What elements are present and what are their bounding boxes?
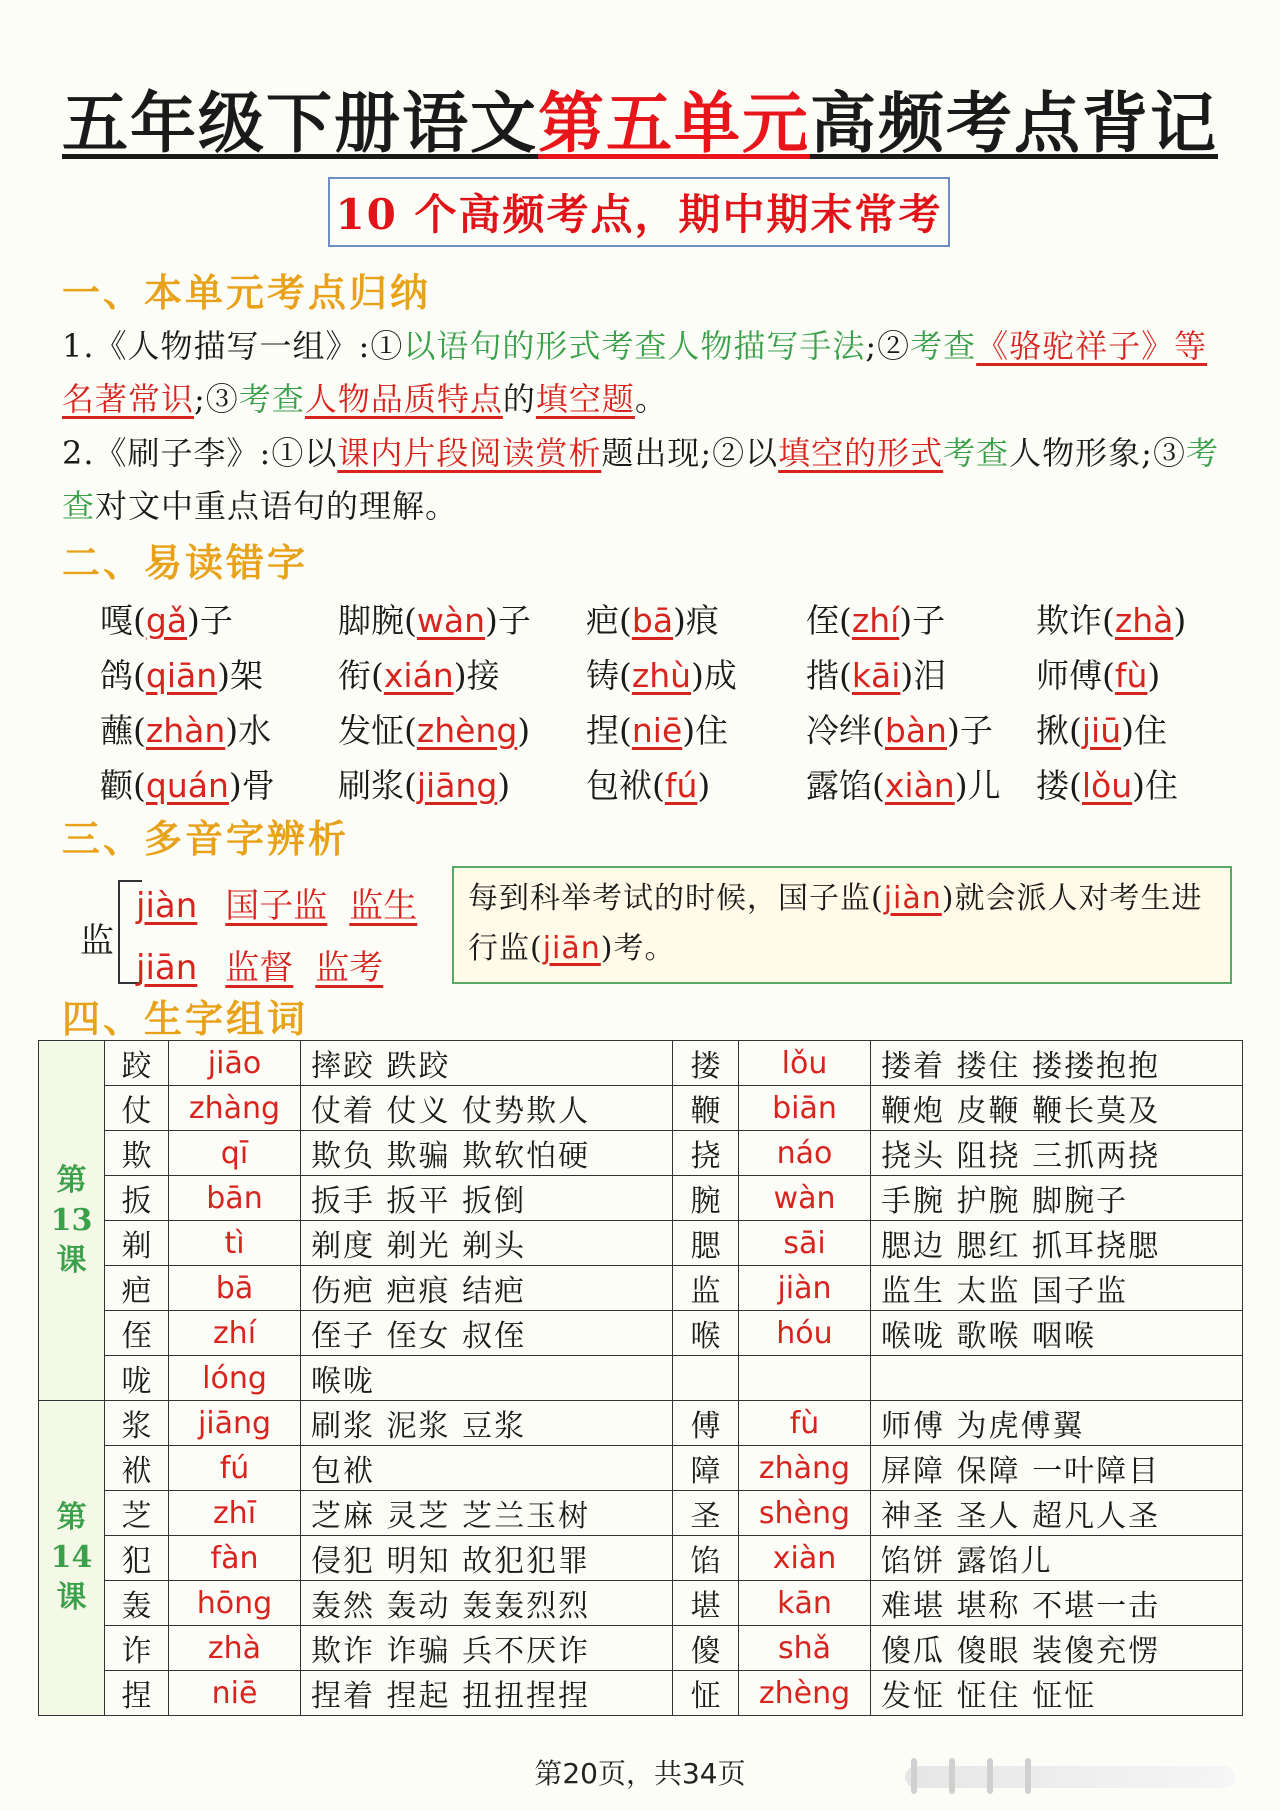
- misread-item: 衔(xián)接: [338, 656, 500, 695]
- char-cell: 怔: [673, 1671, 739, 1716]
- subtitle: 10 个高频考点，期中期末常考: [335, 190, 943, 239]
- words-cell: 师傅 为虎傅翼: [871, 1401, 1243, 1446]
- table-row: [39, 1221, 1243, 1266]
- words-cell: 难堪 堪称 不堪一击: [871, 1581, 1243, 1626]
- words-cell: 傻瓜 傻眼 装傻充愣: [871, 1626, 1243, 1671]
- pinyin-cell: bā: [169, 1266, 301, 1311]
- pinyin-cell: zhèng: [739, 1671, 871, 1716]
- pinyin-cell: sāi: [739, 1221, 871, 1266]
- char-cell: 剃: [105, 1221, 169, 1266]
- table-row: [39, 1626, 1243, 1671]
- word-table: [38, 1040, 1243, 1716]
- char-cell: 侄: [105, 1311, 169, 1356]
- section-4-heading: 四、生字组词: [62, 996, 309, 1041]
- misread-item: 露馅(xiàn)儿: [806, 766, 1001, 805]
- pinyin-cell: tì: [169, 1221, 301, 1266]
- pinyin-cell: fàn: [169, 1536, 301, 1581]
- pinyin-cell: zhí: [169, 1311, 301, 1356]
- table-row: [39, 1536, 1243, 1581]
- pinyin-cell: zhàng: [169, 1086, 301, 1131]
- misread-item: 揩(kāi)泪: [806, 656, 947, 695]
- pinyin-cell: jiāng: [169, 1401, 301, 1446]
- page-title: [0, 70, 1280, 165]
- polyphone-char: 监: [80, 921, 114, 961]
- char-cell: 挠: [673, 1131, 739, 1176]
- pinyin-cell: zhà: [169, 1626, 301, 1671]
- misread-item: 疤(bā)痕: [586, 601, 719, 640]
- section-3-heading: 三、多音字辨析: [62, 816, 350, 861]
- misread-item: 冷绊(bàn)子: [806, 711, 993, 750]
- polyphone-line-2: jiān 监督 监考: [136, 948, 384, 988]
- char-cell: 监: [673, 1266, 739, 1311]
- char-cell: 扳: [105, 1176, 169, 1221]
- char-cell: 咙: [105, 1356, 169, 1401]
- pinyin-cell: niē: [169, 1671, 301, 1716]
- char-cell: 搂: [673, 1041, 739, 1086]
- table-row: [39, 1401, 1243, 1446]
- watermark-bar: [905, 1766, 1235, 1788]
- char-cell: 捏: [105, 1671, 169, 1716]
- words-cell: 刷浆 泥浆 豆浆: [301, 1401, 673, 1446]
- words-cell: 包袱: [301, 1446, 673, 1491]
- misread-item: 师傅(fù): [1036, 656, 1161, 695]
- title-part-1: 五年级下册语文: [62, 85, 538, 162]
- pinyin-cell: [739, 1356, 871, 1401]
- words-cell: 侄子 侄女 叔侄: [301, 1311, 673, 1356]
- subtitle-box: [328, 177, 950, 247]
- words-cell: 芝麻 灵芝 芝兰玉树: [301, 1491, 673, 1536]
- words-cell: 鞭炮 皮鞭 鞭长莫及: [871, 1086, 1243, 1131]
- misread-item: 颧(quán)骨: [100, 766, 275, 805]
- char-cell: 馅: [673, 1536, 739, 1581]
- lesson-label: 第 13 课: [39, 1041, 105, 1401]
- pinyin-cell: shǎ: [739, 1626, 871, 1671]
- pinyin-cell: shèng: [739, 1491, 871, 1536]
- words-cell: 仗着 仗义 仗势欺人: [301, 1086, 673, 1131]
- words-cell: 腮边 腮红 抓耳挠腮: [871, 1221, 1243, 1266]
- words-cell: 侵犯 明知 故犯犯罪: [301, 1536, 673, 1581]
- char-cell: 腕: [673, 1176, 739, 1221]
- pinyin-cell: fù: [739, 1401, 871, 1446]
- words-cell: 喉咙 歌喉 咽喉: [871, 1311, 1243, 1356]
- table-row: [39, 1671, 1243, 1716]
- table-row: [39, 1581, 1243, 1626]
- char-cell: 障: [673, 1446, 739, 1491]
- words-cell: 欺诈 诈骗 兵不厌诈: [301, 1626, 673, 1671]
- table-row: [39, 1266, 1243, 1311]
- words-cell: 神圣 圣人 超凡人圣: [871, 1491, 1243, 1536]
- pinyin-cell: lóng: [169, 1356, 301, 1401]
- point-1: 1.《人物描写一组》:①以语句的形式考查人物描写手法;②考查《骆驼祥子》等名著常识;③考查人物品质特点的填空题。: [62, 327, 1208, 418]
- pinyin-cell: jiàn: [739, 1266, 871, 1311]
- misread-item: 脚腕(wàn)子: [338, 601, 531, 640]
- section-1-heading: 一、本单元考点归纳: [62, 270, 432, 315]
- pinyin-cell: zhī: [169, 1491, 301, 1536]
- table-row: [39, 1311, 1243, 1356]
- misread-item: 蘸(zhàn)水: [100, 711, 272, 750]
- lesson-label: 第 14 课: [39, 1401, 105, 1716]
- words-cell: 屏障 保障 一叶障目: [871, 1446, 1243, 1491]
- words-cell: [871, 1356, 1243, 1401]
- words-cell: 馅饼 露馅儿: [871, 1536, 1243, 1581]
- char-cell: 浆: [105, 1401, 169, 1446]
- char-cell: 轰: [105, 1581, 169, 1626]
- words-cell: 挠头 阻挠 三抓两挠: [871, 1131, 1243, 1176]
- table-row: [39, 1086, 1243, 1131]
- char-cell: 傅: [673, 1401, 739, 1446]
- table-row: [39, 1491, 1243, 1536]
- page-footer: 第20页，共34页: [534, 1757, 746, 1790]
- pinyin-cell: náo: [739, 1131, 871, 1176]
- words-cell: 手腕 护腕 脚腕子: [871, 1176, 1243, 1221]
- words-cell: 发怔 怔住 怔怔: [871, 1671, 1243, 1716]
- title-part-3: 高频考点背记: [810, 85, 1218, 162]
- pinyin-cell: fú: [169, 1446, 301, 1491]
- char-cell: 仗: [105, 1086, 169, 1131]
- char-cell: 傻: [673, 1626, 739, 1671]
- words-cell: 搂着 搂住 搂搂抱抱: [871, 1041, 1243, 1086]
- misread-item: 捏(niē)住: [586, 711, 729, 750]
- char-cell: 腮: [673, 1221, 739, 1266]
- pinyin-cell: jiāo: [169, 1041, 301, 1086]
- char-cell: 芝: [105, 1491, 169, 1536]
- words-cell: 伤疤 疤痕 结疤: [301, 1266, 673, 1311]
- char-cell: 犯: [105, 1536, 169, 1581]
- table-row: [39, 1356, 1243, 1401]
- misread-item: 嘎(gǎ)子: [100, 601, 233, 640]
- misread-item: 侄(zhí)子: [806, 601, 946, 640]
- words-cell: 欺负 欺骗 欺软怕硬: [301, 1131, 673, 1176]
- title-unit: 第五单元: [538, 85, 810, 162]
- misread-item: 包袱(fú): [586, 766, 711, 805]
- char-cell: 疤: [105, 1266, 169, 1311]
- char-cell: 喉: [673, 1311, 739, 1356]
- words-cell: 喉咙: [301, 1356, 673, 1401]
- char-cell: [673, 1356, 739, 1401]
- pinyin-cell: qī: [169, 1131, 301, 1176]
- char-cell: 袱: [105, 1446, 169, 1491]
- words-cell: 剃度 剃光 剃头: [301, 1221, 673, 1266]
- pinyin-cell: kān: [739, 1581, 871, 1626]
- char-cell: 堪: [673, 1581, 739, 1626]
- words-cell: 监生 太监 国子监: [871, 1266, 1243, 1311]
- misread-item: 刷浆(jiāng): [338, 766, 511, 805]
- words-cell: 摔跤 跌跤: [301, 1041, 673, 1086]
- section-2-heading: 二、易读错字: [62, 540, 309, 585]
- char-cell: 诈: [105, 1626, 169, 1671]
- pinyin-cell: xiàn: [739, 1536, 871, 1581]
- char-cell: 欺: [105, 1131, 169, 1176]
- misread-item: 搂(lǒu)住: [1036, 766, 1179, 805]
- table-row: [39, 1131, 1243, 1176]
- words-cell: 扳手 扳平 扳倒: [301, 1176, 673, 1221]
- pinyin-cell: hōng: [169, 1581, 301, 1626]
- words-cell: 捏着 捏起 扭扭捏捏: [301, 1671, 673, 1716]
- pinyin-cell: bān: [169, 1176, 301, 1221]
- pinyin-cell: zhàng: [739, 1446, 871, 1491]
- pinyin-cell: hóu: [739, 1311, 871, 1356]
- polyphone-sentence-box: 每到科举考试的时候，国子监(jiàn)就会派人对考生进行监(jiān)考。: [452, 866, 1232, 984]
- table-row: [39, 1176, 1243, 1221]
- point-2: 2.《刷子李》:①以课内片段阅读赏析题出现;②以填空的形式考查人物形象;③考查对文中重点语句的理解。: [62, 434, 1219, 525]
- pinyin-cell: lǒu: [739, 1041, 871, 1086]
- polyphone-line-1: jiàn 国子监 监生: [136, 886, 418, 926]
- table-row: [39, 1041, 1243, 1086]
- char-cell: 圣: [673, 1491, 739, 1536]
- char-cell: 鞭: [673, 1086, 739, 1131]
- misread-item: 鸽(qiān)架: [100, 656, 264, 695]
- pinyin-cell: wàn: [739, 1176, 871, 1221]
- misread-item: 欺诈(zhà): [1036, 601, 1187, 640]
- words-cell: 轰然 轰动 轰轰烈烈: [301, 1581, 673, 1626]
- table-row: [39, 1446, 1243, 1491]
- char-cell: 跤: [105, 1041, 169, 1086]
- pinyin-cell: biān: [739, 1086, 871, 1131]
- misread-item: 铸(zhù)成: [586, 656, 737, 695]
- misread-item: 揪(jiū)住: [1036, 711, 1168, 750]
- misread-item: 发怔(zhèng): [338, 711, 531, 750]
